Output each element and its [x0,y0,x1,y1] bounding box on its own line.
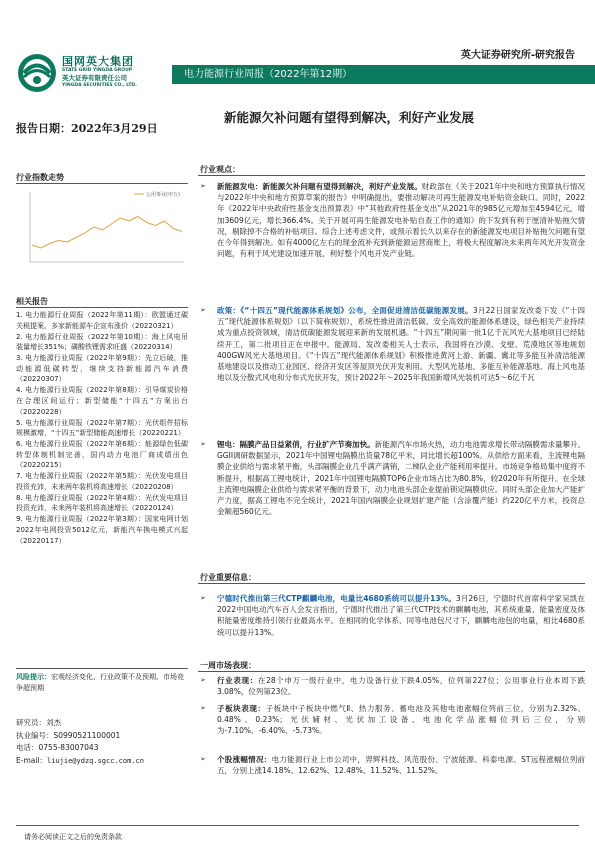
bullet-arrow-icon: ➢ [200,306,206,314]
viewpoint-policy-keyword: 政策：《“十四五”现代能源体系规划》公布，全面促进清洁低碳能源发展。 [217,306,473,315]
analyst-phone: 电话：0755-83007043 [16,743,99,752]
company-cn: 国网英大集团 [62,55,134,68]
series-line-0 [32,217,182,249]
analyst-info [16,717,144,767]
related-report-item[interactable]: 9. 电力能源行业周报（2022年第3期）：国家电网计划2022年电网投资5012亿元，新能汽车换电模式兴起（20220117） [16,515,188,545]
related-heading: 相关报告 [16,297,48,306]
news-heading: 行业重要信息： [200,573,256,582]
related-report-item[interactable]: 1. 电力能源行业周报（2022年第11期）：欧盟通过碳关税提案，多家新能源车企宣布涨价（20220321） [16,311,188,330]
viewpoint-power [217,181,585,259]
divider [198,175,585,176]
market-heading: 一周市场表现： [200,661,256,670]
bullet-arrow-icon: ➢ [200,755,206,763]
related-report-item[interactable]: 2. 电力能源行业周报（2022年第10期）：海上风电吊装量增长351%；磷酸铁锂需求旺盛（20220314） [16,332,188,352]
bullet-arrow-icon: ➢ [200,704,206,712]
footer-disclaimer: 请务必阅读正文之后的免责条款 [24,833,122,841]
divider [198,671,585,672]
market-industry-keyword: 行业表现： [217,676,258,685]
related-report-item[interactable]: 6. 电力能源行业周报（2022年第6期）：能源绿色低碳转型体制机制完善，国内动力电池厂商成绩出色（20220215） [16,440,188,470]
related-report-list [16,310,188,547]
viewpoint-power-text: 财政部在《关于2021年中央和地方预算执行情况与2022年中央和地方预算草案的报告》中明确提出，要推动解决可再生能源发电补贴资金缺口。同时，2022年《2022年中央政府性基金支出预算表》中“其他政府性基金支出”从2021年的985亿元增加至4594亿元，增加3609亿元，增长366.4%。关于开展可再生能源发电补贴自查工作的通知》的下发到有利于厘清补贴拖欠情况，剔除掉不合格的补贴项目。综合上述考虑文件，或预示着长久以来存在的新能源发电项目补贴拖欠问题有望在今年得到解决。如有4000亿左右的现金流补充到新能源运营商账上，将极大程度解决未来两年风光开发资金问题，有利于风光建设加速开展，利好整个风电开发产业链。 [217,182,585,259]
analyst-cert: 执业编号：S0990521100001 [16,730,121,740]
viewpoint-policy-text: 3月22日国家发改委下发《“十四五”现代能源体系规划》（以下简称规划），系统性推进清洁低碳、安全高效的能源体系建设，绿色相关产业持续成为重点投资领域，清洁低碳能源发展迎来新的发展机遇。“十四五”期间第一批1亿千瓦风光大基地项目已经陆续开工，第二批项目正在申报中。能源局、发改委相关人士表示，我国将在沙漠、戈壁、荒漠地区等地规划400GW风光大基地项目。《“十四五”现代能源体系规划》积极推进黄河上游、新疆、冀北等多能互补清洁能源基地建设以及推动工业园区、经济开发区等屋顶光伏开发利用。大型风光基地、多能互补能源基地、海上风电基地以及分散式风电和分布式光伏开发，预计2022年～2025年我国新增风光装机可达5～6亿千瓦 [217,306,586,383]
market-stocks-text: 电力能源行业上市公司中，羿辉科技、风范股份、宁波能源、科泰电源、ST远程涨幅位列前五，分别上涨14.18%、12.62%、12.48%、11.52%、11.52%。 [217,755,585,776]
securities-en: YINGDA SECURITIES CO., LTD. [62,83,137,88]
market-stocks-keyword: 个股涨幅情况： [217,755,272,764]
related-report-item[interactable]: 5. 电力能源行业周报（2022年第7期）：光伏组件招标规模激增，“十四五”新型储能高速增长（20220221） [16,418,188,438]
index-trend-chart [16,186,188,276]
related-report-item[interactable]: 3. 电力能源行业周报（2022年第9期）：先立后破，推动能源低碳转型，继续支持新能源汽车消费（20220307） [16,354,188,384]
page-title: 新能源欠补问题有望得到解决，利好产业发展 [224,110,475,125]
news-catl-text: 3月26日，宁德时代首席科学家吴凯在2022中国电动汽车百人会发言指出，宁德时代推出了第三代CTP技术的麒麟电池，其系统重量、能量密度及体积能量密度维持引领行业最高水平。在相同的化学体系、同等电池包尺寸下，麒麟电池包的电量，相比4680系统可以提升13%。 [217,594,585,637]
viewpoint-power-keyword: 新能源发电：新能源欠补问题有望得到解决，利好产业发展。 [217,182,422,191]
viewpoint-lithium-text: 新能源汽车市场火热，动力电池需求增长带动隔膜需求量攀升。GGII调研数据显示，2021年中国锂电隔膜出货量78亿平米，同比增长超100%。从供给方面来看，主流锂电隔膜企业供给与需求紧平衡，头部隔膜企业几乎满产满销，二梯队企业产能利用率提升。市场竞争格局集中度将不断提升，根据高工锂电统计，2021年中国锂电隔膜TOP6企业市场占比为80.8%，较2020年有所提升。在全球主流锂电隔膜企业供给与需求紧平衡的背景下，动力电池头部企业提前锁定隔膜供应。同时头部企业加大产能扩产力度，据高工锂电不完全统计，2021年国内隔膜企业规划扩建产能（含涂覆产能）约220亿平方米，投资总金额超560亿元。 [217,440,585,517]
company-en: STATE GRID YINGDA GROUP [62,68,133,73]
viewpoint-policy [217,305,585,383]
bullet-arrow-icon: ➢ [200,182,206,190]
analyst-email-label: E-mail： [16,755,48,765]
market-subsector [217,703,585,737]
divider [198,583,585,584]
divider [16,183,188,184]
related-report-item[interactable]: 4. 电力能源行业周报（2022年第8期）：引导煤炭价格在合理区间运行；新型储能“十四五”方案出台（20220228） [16,386,188,416]
related-report-item[interactable]: 8. 电力能源行业周报（2022年第4期）：光伏发电项目投资充沛，未来两年装机将高速增长（20220124） [16,493,188,513]
risk-text: 宏观经济变化、行业政策不及预期、市场竞争超预期 [16,673,184,692]
news-catl [217,593,585,638]
org-name: 英大证券研究所-研究报告 [460,50,575,61]
bullet-arrow-icon: ➢ [200,594,206,602]
viewpoint-lithium-keyword: 锂电：隔膜产品日益紧俏，行业扩产节奏加快。 [217,440,375,449]
market-industry-text: 在28个申万一级行业中，电力设备行业下跌4.05%，位列第227位；公用事业行业本周下跌3.08%，位列第23位。 [217,676,586,697]
news-catl-keyword: 宁德时代推出第三代CTP麒麟电池，电量比4680系统可以提升13%。 [217,594,456,603]
market-industry [217,675,585,697]
report-date: 报告日期：2022年3月29日 [16,122,158,135]
analyst-name: 研究员：刘杰 [16,718,61,727]
market-stocks [217,754,585,776]
risk-label: 风险提示： [16,673,51,681]
viewpoint-lithium [217,439,585,517]
market-subsector-text: 子板块中子板块中燃气Ⅱ、热力服务、蓄电池及其他电池涨幅位列前三位，分别为2.32%、0.48%、0.23%；光伏辅材、光伏加工设备、电池化学品涨幅位列后三位，分别为-7.10%、-6.40%、-5.73%。 [217,704,586,736]
report-series: 电力能源行业周报（2022年第12期） [184,69,353,80]
index-trend-heading: 行业指数走势 [16,173,64,182]
risk-note [16,672,188,694]
divider [16,668,188,669]
footer-divider [16,825,579,826]
securities-cn: 英大证券有限责任公司 [62,74,127,82]
viewpoint-heading: 行业观点： [200,165,240,174]
state-grid-logo-icon [16,52,58,94]
market-subsector-keyword: 子板块表现： [217,704,266,713]
bullet-arrow-icon: ➢ [200,440,206,448]
bullet-arrow-icon: ➢ [200,676,206,684]
brand-block [62,55,137,89]
related-report-item[interactable]: 7. 电力能源行业周报（2022年第5期）：光伏发电项目投资充沛，未来两年装机将高速增长（20220208） [16,472,188,491]
analyst-email[interactable]: liujie@ydzq.sgcc.com.cn [47,756,144,765]
divider [16,307,188,308]
legend-label: 公用事业(申万) [146,192,180,198]
